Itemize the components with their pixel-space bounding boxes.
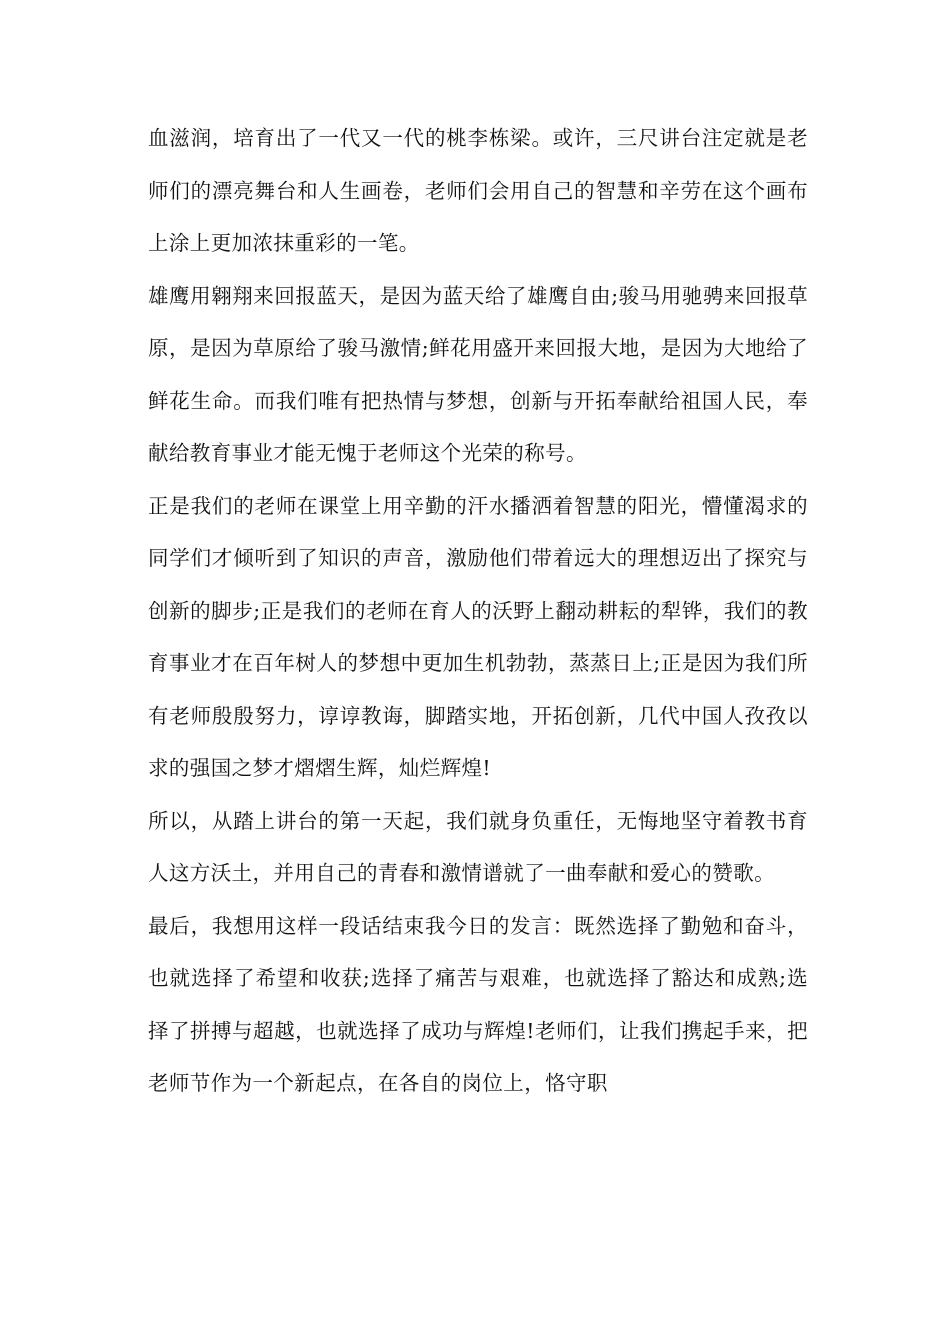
paragraph-4: 所以，从踏上讲台的第一天起，我们就身负重任，无悔地坚守着教书育人这方沃土，并用自己的青春和激情谱就了一曲奉献和爱心的赞歌。 [148,808,808,885]
paragraph-5: 最后，我想用这样一段话结束我今日的发言：既然选择了勤勉和奋斗，也就选择了希望和收获;选择了痛苦与艰难，也就选择了豁达和成熟;选择了拼搏与超越，也就选择了成功与辉煌!老师们，让我们携起手来，把老师节作为一个新起点，在各自的岗位上，恪守职 [148,913,808,1095]
paragraph-2: 雄鹰用翱翔来回报蓝天，是因为蓝天给了雄鹰自由;骏马用驰骋来回报草原，是因为草原给了骏马激情;鲜花用盛开来回报大地，是因为大地给了鲜花生命。而我们唯有把热情与梦想，创新与开拓奉献给祖国人民，奉献给教育事业才能无愧于老师这个光荣的称号。 [148,283,808,465]
document-body [148,112,808,1110]
paragraph-3: 正是我们的老师在课堂上用辛勤的汗水播洒着智慧的阳光，懵懂渴求的同学们才倾听到了知识的声音，激励他们带着远大的理想迈出了探究与创新的脚步;正是我们的老师在育人的沃野上翻动耕耘的犁铧，我们的教育事业才在百年树人的梦想中更加生机勃勃，蒸蒸日上;正是因为我们所有老师殷殷努力，谆谆教诲，脚踏实地，开拓创新，几代中国人孜孜以求的强国之梦才熠熠生辉，灿烂辉煌! [148,493,808,780]
paragraph-1: 血滋润，培育出了一代又一代的桃李栋梁。或许，三尺讲台注定就是老师们的漂亮舞台和人生画卷，老师们会用自己的智慧和辛劳在这个画布上涂上更加浓抹重彩的一笔。 [148,126,808,255]
